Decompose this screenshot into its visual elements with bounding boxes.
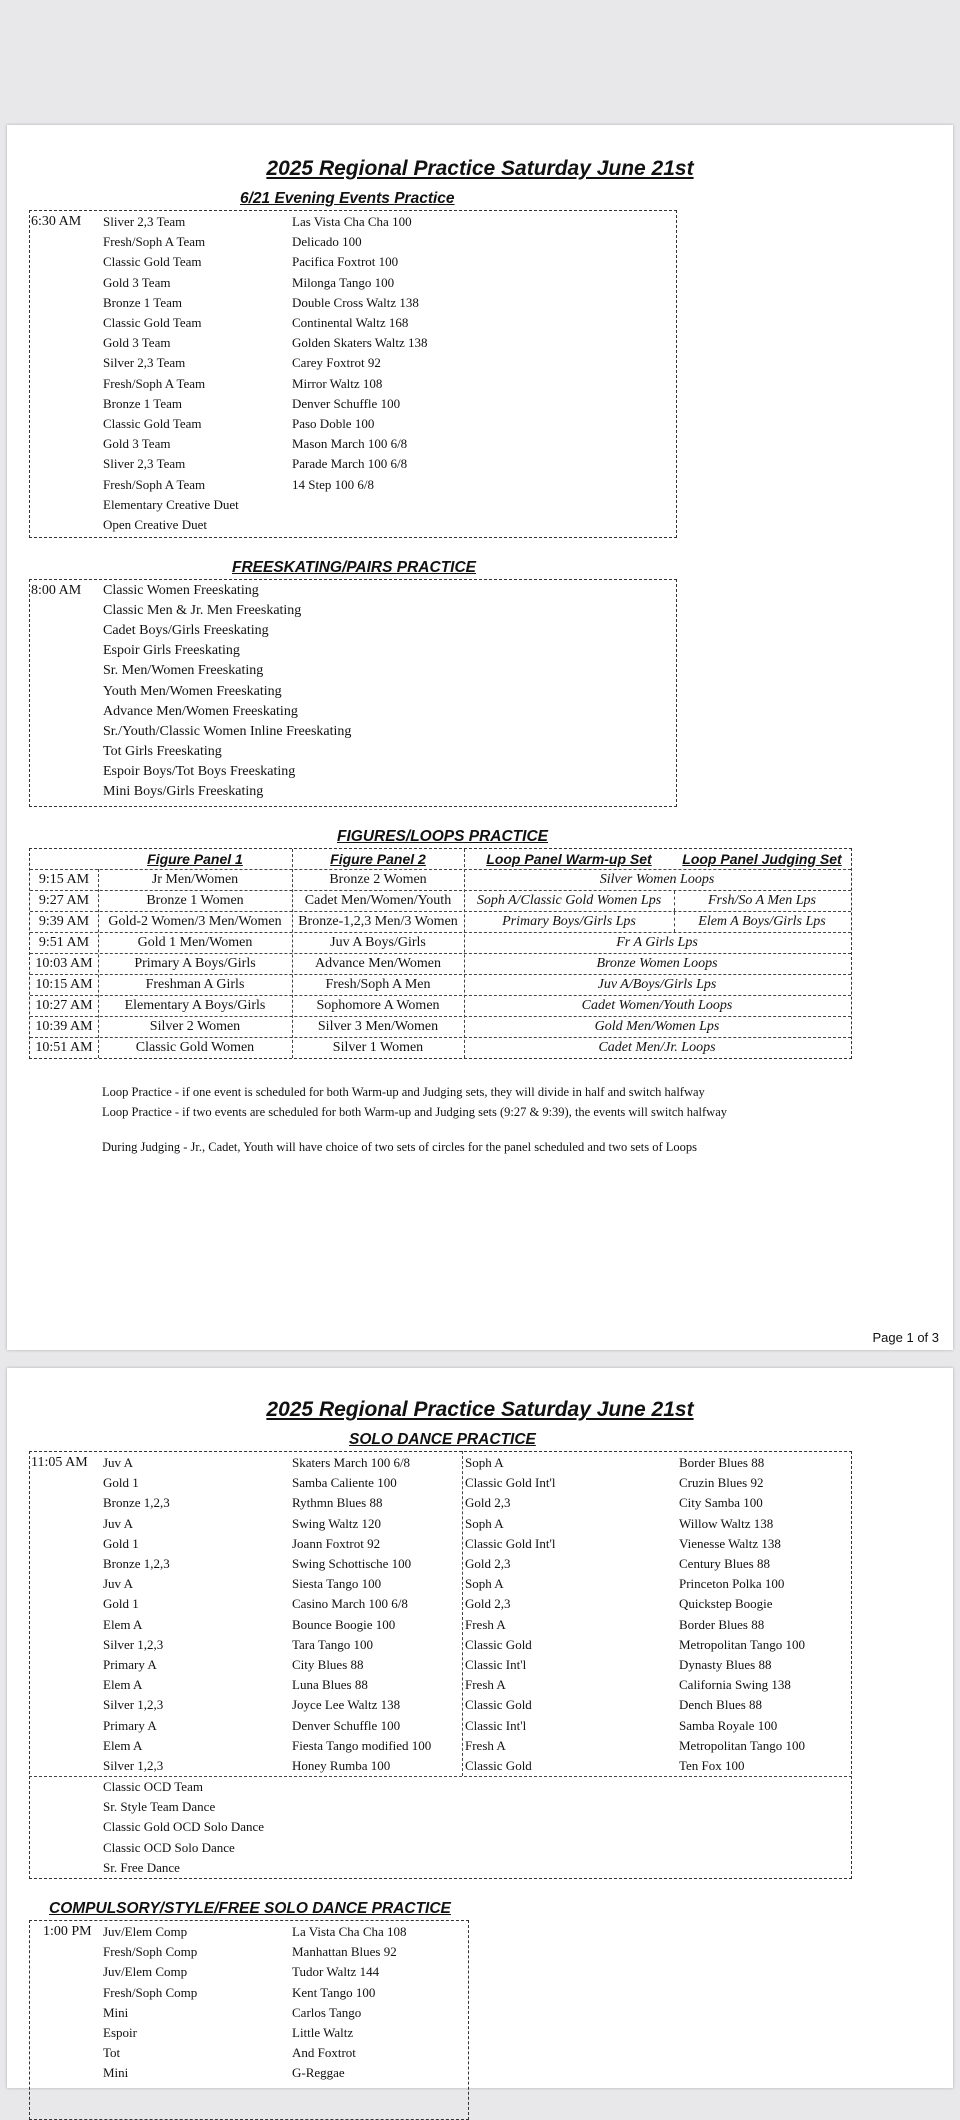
solo-extra-event: Sr. Style Team Dance <box>103 1799 216 1815</box>
evening-dance: Milonga Tango 100 <box>292 274 395 290</box>
evening-team: Gold 3 Team <box>103 436 171 452</box>
solo-time: 11:05 AM <box>31 1455 88 1470</box>
figures-panel1-cell: Elementary A Boys/Girls <box>124 998 266 1013</box>
solo-dance: Samba Caliente 100 <box>292 1475 397 1491</box>
solo-dance-2: Ten Fox 100 <box>679 1758 745 1773</box>
freeskating-event: Sr./Youth/Classic Women Inline Freeskating <box>103 723 352 739</box>
evening-team: Bronze 1 Team <box>103 294 182 310</box>
solo-dance-2: City Samba 100 <box>679 1495 763 1511</box>
compulsory-dance: Tudor Waltz 144 <box>292 1964 380 1980</box>
solo-dance: Tara Tango 100 <box>292 1636 373 1652</box>
evening-dance: Delicado 100 <box>292 234 362 250</box>
evening-team: Silver 2,3 Team <box>103 355 186 371</box>
solo-level-2: Fresh A <box>465 1677 506 1693</box>
solo-level-2: Gold 2,3 <box>465 1596 511 1612</box>
solo-level-2: Gold 2,3 <box>465 1495 511 1511</box>
compulsory-dance: And Foxtrot <box>292 2045 356 2061</box>
solo-dance-2: Samba Royale 100 <box>679 1717 778 1733</box>
solo-dance-2: California Swing 138 <box>679 1677 791 1693</box>
evening-dance: Pacifica Foxtrot 100 <box>292 254 399 270</box>
figures-loop-cell: Bronze Women Loops <box>596 956 718 971</box>
solo-level: Gold 1 <box>103 1596 139 1612</box>
evening-dance: Paso Doble 100 <box>292 416 375 431</box>
figures-loop-cell: Cadet Men/Jr. Loops <box>598 1040 716 1055</box>
solo-dance-2: Cruzin Blues 92 <box>679 1475 764 1491</box>
figures-panel1-cell: Silver 2 Women <box>149 1019 241 1034</box>
figures-panel2-cell: Cadet Men/Women/Youth <box>304 893 452 908</box>
solo-dance-2: Border Blues 88 <box>679 1616 765 1632</box>
figures-time: 9:39 AM <box>38 914 90 929</box>
compulsory-level: Tot <box>103 2045 121 2061</box>
figures-panel2-cell: Silver 3 Men/Women <box>317 1019 439 1034</box>
compulsory-dance: La Vista Cha Cha 108 <box>292 1924 407 1939</box>
solo-dance: Joyce Lee Waltz 138 <box>292 1697 401 1713</box>
compulsory-dance: Little Waltz <box>292 2025 354 2040</box>
evening-dance: Las Vista Cha Cha 100 <box>292 214 412 229</box>
freeskating-event: Espoir Girls Freeskating <box>103 643 240 659</box>
solo-level-2: Classic Gold Int'l <box>465 1475 556 1491</box>
figures-row <box>30 911 851 932</box>
figures-time: 10:27 AM <box>35 998 93 1013</box>
solo-level: Juv A <box>103 1515 133 1531</box>
evening-team: Elementary Creative Duet <box>103 496 239 512</box>
figures-row <box>30 869 851 890</box>
figures-panel2-cell: Sophomore A Women <box>316 998 440 1013</box>
compulsory-level: Fresh/Soph Comp <box>103 1984 198 2000</box>
figures-panel1-cell: Classic Gold Women <box>135 1040 255 1055</box>
compulsory-dance: G-Reggae <box>292 2065 345 2081</box>
figures-time: 10:15 AM <box>35 977 93 992</box>
figures-panel1-cell: Gold-2 Women/3 Men/Women <box>108 914 282 929</box>
evening-team: Gold 3 Team <box>103 335 171 351</box>
solo-dance: Siesta Tango 100 <box>292 1576 382 1592</box>
evening-dance: Parade March 100 6/8 <box>292 456 408 472</box>
solo-level: Bronze 1,2,3 <box>103 1495 170 1511</box>
freeskating-event: Mini Boys/Girls Freeskating <box>103 784 264 799</box>
solo-level: Bronze 1,2,3 <box>103 1556 170 1571</box>
loop-note-2: Loop Practice - if two events are scheduled for both Warm-up and Judging sets (9:27 & 9:39), the events will switch halfway <box>102 1105 727 1119</box>
solo-level: Silver 1,2,3 <box>103 1697 164 1713</box>
compulsory-heading: COMPULSORY/STYLE/FREE SOLO DANCE PRACTICE <box>49 1900 451 1917</box>
compulsory-level: Juv/Elem Comp <box>103 1964 188 1980</box>
page-number: Page 1 of 3 <box>872 1330 939 1345</box>
figures-time: 10:03 AM <box>35 956 93 971</box>
freeskating-event: Advance Men/Women Freeskating <box>103 703 298 719</box>
figures-panel1-cell: Primary A Boys/Girls <box>134 956 256 971</box>
solo-level: Primary A <box>103 1717 157 1733</box>
compulsory-time: 1:00 PM <box>43 1924 92 1939</box>
figures-row <box>30 932 851 953</box>
compulsory-dance: Carlos Tango <box>292 2004 362 2020</box>
solo-dance: Swing Waltz 120 <box>292 1515 381 1531</box>
freeskating-heading: FREESKATING/PAIRS PRACTICE <box>232 559 476 576</box>
figures-warmup-cell: Primary Boys/Girls Lps <box>502 914 636 929</box>
solo-level: Silver 1,2,3 <box>103 1758 164 1773</box>
solo-dance-2: Century Blues 88 <box>679 1556 770 1571</box>
evening-team: Classic Gold Team <box>103 315 202 330</box>
solo-dance: Casino March 100 6/8 <box>292 1596 408 1612</box>
evening-dance: Carey Foxtrot 92 <box>292 355 381 371</box>
solo-extra-event: Sr. Free Dance <box>103 1859 180 1875</box>
page2-title: 2025 Regional Practice Saturday June 21st <box>266 1398 694 1421</box>
solo-dance-2: Metropolitan Tango 100 <box>679 1737 805 1753</box>
solo-level-2: Fresh A <box>465 1616 506 1632</box>
evening-dance: Mason March 100 6/8 <box>292 436 408 452</box>
solo-level-2: Soph A <box>465 1576 504 1592</box>
solo-dance: Honey Rumba 100 <box>292 1758 391 1773</box>
figures-panel1-cell: Jr Men/Women <box>151 872 239 887</box>
figures-judging-cell: Elem A Boys/Girls Lps <box>698 914 826 929</box>
solo-level: Elem A <box>103 1616 143 1632</box>
evening-team: Fresh/Soph A Team <box>103 234 206 250</box>
figures-time: 9:27 AM <box>38 893 90 908</box>
figures-loop-cell: Fr A Girls Lps <box>616 935 698 950</box>
solo-dance: Denver Schuffle 100 <box>292 1717 401 1733</box>
solo-dance: Skaters March 100 6/8 <box>292 1455 411 1470</box>
solo-heading: SOLO DANCE PRACTICE <box>349 1431 536 1448</box>
solo-level: Primary A <box>103 1657 157 1672</box>
compulsory-level: Mini <box>103 2065 129 2081</box>
compulsory-level: Espoir <box>103 2025 137 2040</box>
figures-panel1-cell: Gold 1 Men/Women <box>137 935 253 950</box>
figures-panel2-cell: Bronze 2 Women <box>329 872 427 887</box>
evening-dance: Golden Skaters Waltz 138 <box>292 335 428 351</box>
evening-team: Fresh/Soph A Team <box>103 476 206 492</box>
figures-time: 10:39 AM <box>35 1019 93 1034</box>
figures-header-panel2: Figure Panel 2 <box>330 851 426 867</box>
figures-table <box>29 848 852 1059</box>
solo-dance: Luna Blues 88 <box>292 1677 368 1693</box>
figures-panel2-cell: Advance Men/Women <box>315 956 441 971</box>
document-page-1 <box>7 125 953 1350</box>
solo-dance-2: Dynasty Blues 88 <box>679 1657 772 1672</box>
figures-panel2-cell: Juv A Boys/Girls <box>330 935 426 950</box>
figures-panel1-cell: Freshman A Girls <box>145 977 245 992</box>
figures-time: 9:51 AM <box>38 935 90 950</box>
compulsory-dance: Kent Tango 100 <box>292 1984 376 2000</box>
freeskating-event: Espoir Boys/Tot Boys Freeskating <box>103 763 296 779</box>
evening-dance: Continental Waltz 168 <box>292 315 409 330</box>
solo-dance: Bounce Boogie 100 <box>292 1616 396 1632</box>
document-page-2 <box>7 1368 953 2088</box>
figures-header-panel1: Figure Panel 1 <box>147 851 243 867</box>
evening-dance: Denver Schuffle 100 <box>292 395 401 411</box>
solo-dance-2: Border Blues 88 <box>679 1455 765 1470</box>
solo-level: Silver 1,2,3 <box>103 1636 164 1652</box>
evening-team: Classic Gold Team <box>103 416 202 431</box>
solo-level: Juv A <box>103 1576 133 1592</box>
figures-panel2-cell: Fresh/Soph A Men <box>325 977 431 992</box>
page-title: 2025 Regional Practice Saturday June 21st <box>266 157 694 180</box>
solo-dance: Rythmn Blues 88 <box>292 1495 383 1511</box>
figures-rows <box>30 869 851 1058</box>
evening-team: Gold 3 Team <box>103 274 171 290</box>
evening-dance: Double Cross Waltz 138 <box>292 294 419 310</box>
solo-extra-event: Classic OCD Solo Dance <box>103 1839 235 1855</box>
solo-level-2: Fresh A <box>465 1737 506 1753</box>
evening-team: Classic Gold Team <box>103 254 202 270</box>
evening-heading: 6/21 Evening Events Practice <box>240 190 455 207</box>
figures-row <box>30 953 851 974</box>
solo-level: Gold 1 <box>103 1535 139 1551</box>
freeskating-event: Classic Men & Jr. Men Freeskating <box>103 603 302 619</box>
figures-header-judging: Loop Panel Judging Set <box>682 851 842 867</box>
figures-panel2-cell: Bronze-1,2,3 Men/3 Women <box>298 914 458 929</box>
evening-time: 6:30 AM <box>31 214 82 229</box>
solo-level: Elem A <box>103 1737 143 1753</box>
figures-loop-cell: Gold Men/Women Lps <box>594 1019 720 1034</box>
evening-team: Fresh/Soph A Team <box>103 375 206 391</box>
figures-time: 9:15 AM <box>38 872 90 887</box>
compulsory-dance: Manhattan Blues 92 <box>292 1944 397 1960</box>
solo-extra-event: Classic OCD Team <box>103 1779 203 1794</box>
figures-loop-cell: Silver Women Loops <box>599 872 715 887</box>
figures-loop-cell: Cadet Women/Youth Loops <box>581 998 733 1013</box>
solo-level-2: Classic Gold <box>465 1697 532 1713</box>
solo-level-2: Classic Gold Int'l <box>465 1535 556 1551</box>
evening-dance: 14 Step 100 6/8 <box>292 476 374 492</box>
freeskating-event: Sr. Men/Women Freeskating <box>103 663 264 679</box>
freeskating-event: Youth Men/Women Freeskating <box>103 683 282 699</box>
figures-row <box>30 890 851 911</box>
freeskating-event: Classic Women Freeskating <box>103 583 259 598</box>
solo-dance: Joann Foxtrot 92 <box>292 1535 381 1551</box>
evening-team: Open Creative Duet <box>103 517 207 532</box>
solo-level-2: Soph A <box>465 1515 504 1531</box>
solo-level: Gold 1 <box>103 1475 139 1491</box>
evening-team: Sliver 2,3 Team <box>103 456 186 472</box>
solo-level-2: Classic Int'l <box>465 1657 527 1672</box>
figures-judging-cell: Frsh/So A Men Lps <box>708 893 816 908</box>
judging-note: During Judging - Jr., Cadet, Youth will have choice of two sets of circles for the panel scheduled and two sets of Loops <box>102 1140 698 1154</box>
evening-team: Sliver 2,3 Team <box>103 214 186 229</box>
solo-dance: Swing Schottische 100 <box>292 1556 412 1571</box>
figures-warmup-cell: Soph A/Classic Gold Women Lps <box>476 893 662 908</box>
solo-level-2: Classic Int'l <box>465 1717 527 1733</box>
solo-level-2: Gold 2,3 <box>465 1556 511 1571</box>
solo-dance-2: Princeton Polka 100 <box>679 1576 785 1592</box>
figures-row <box>30 1016 851 1037</box>
compulsory-level: Fresh/Soph Comp <box>103 1944 198 1960</box>
solo-level: Juv A <box>103 1455 133 1470</box>
freeskating-time: 8:00 AM <box>31 583 82 598</box>
solo-level-2: Classic Gold <box>465 1758 532 1773</box>
solo-dance-2: Quickstep Boogie <box>679 1596 773 1612</box>
solo-dance: Fiesta Tango modified 100 <box>292 1737 432 1753</box>
figures-row <box>30 995 851 1016</box>
compulsory-level: Juv/Elem Comp <box>103 1924 188 1939</box>
figures-header-row <box>30 849 851 869</box>
solo-level: Elem A <box>103 1677 143 1693</box>
freeskating-event: Tot Girls Freeskating <box>103 743 222 759</box>
figures-row <box>30 974 851 995</box>
evening-team: Bronze 1 Team <box>103 395 182 411</box>
solo-dance: City Blues 88 <box>292 1657 364 1672</box>
figures-time: 10:51 AM <box>35 1040 93 1055</box>
solo-dance-2: Vienesse Waltz 138 <box>679 1535 781 1551</box>
solo-dance-2: Dench Blues 88 <box>679 1697 763 1713</box>
solo-dance-2: Metropolitan Tango 100 <box>679 1636 805 1652</box>
solo-level-2: Soph A <box>465 1455 504 1470</box>
solo-dance-2: Willow Waltz 138 <box>679 1515 774 1531</box>
solo-level-2: Classic Gold <box>465 1636 532 1652</box>
figures-heading: FIGURES/LOOPS PRACTICE <box>337 828 548 845</box>
freeskating-event: Cadet Boys/Girls Freeskating <box>103 623 269 639</box>
figures-panel1-cell: Bronze 1 Women <box>146 893 244 908</box>
figures-panel2-cell: Silver 1 Women <box>332 1040 424 1055</box>
figures-loop-cell: Juv A/Boys/Girls Lps <box>597 977 717 992</box>
compulsory-level: Mini <box>103 2004 129 2020</box>
solo-extra-event: Classic Gold OCD Solo Dance <box>103 1819 265 1835</box>
evening-dance: Mirror Waltz 108 <box>292 375 383 391</box>
figures-header-warmup: Loop Panel Warm-up Set <box>486 851 652 867</box>
figures-row <box>30 1037 851 1058</box>
loop-note-1: Loop Practice - if one event is scheduled for both Warm-up and Judging sets, they will divide in half and switch halfway <box>102 1085 705 1099</box>
